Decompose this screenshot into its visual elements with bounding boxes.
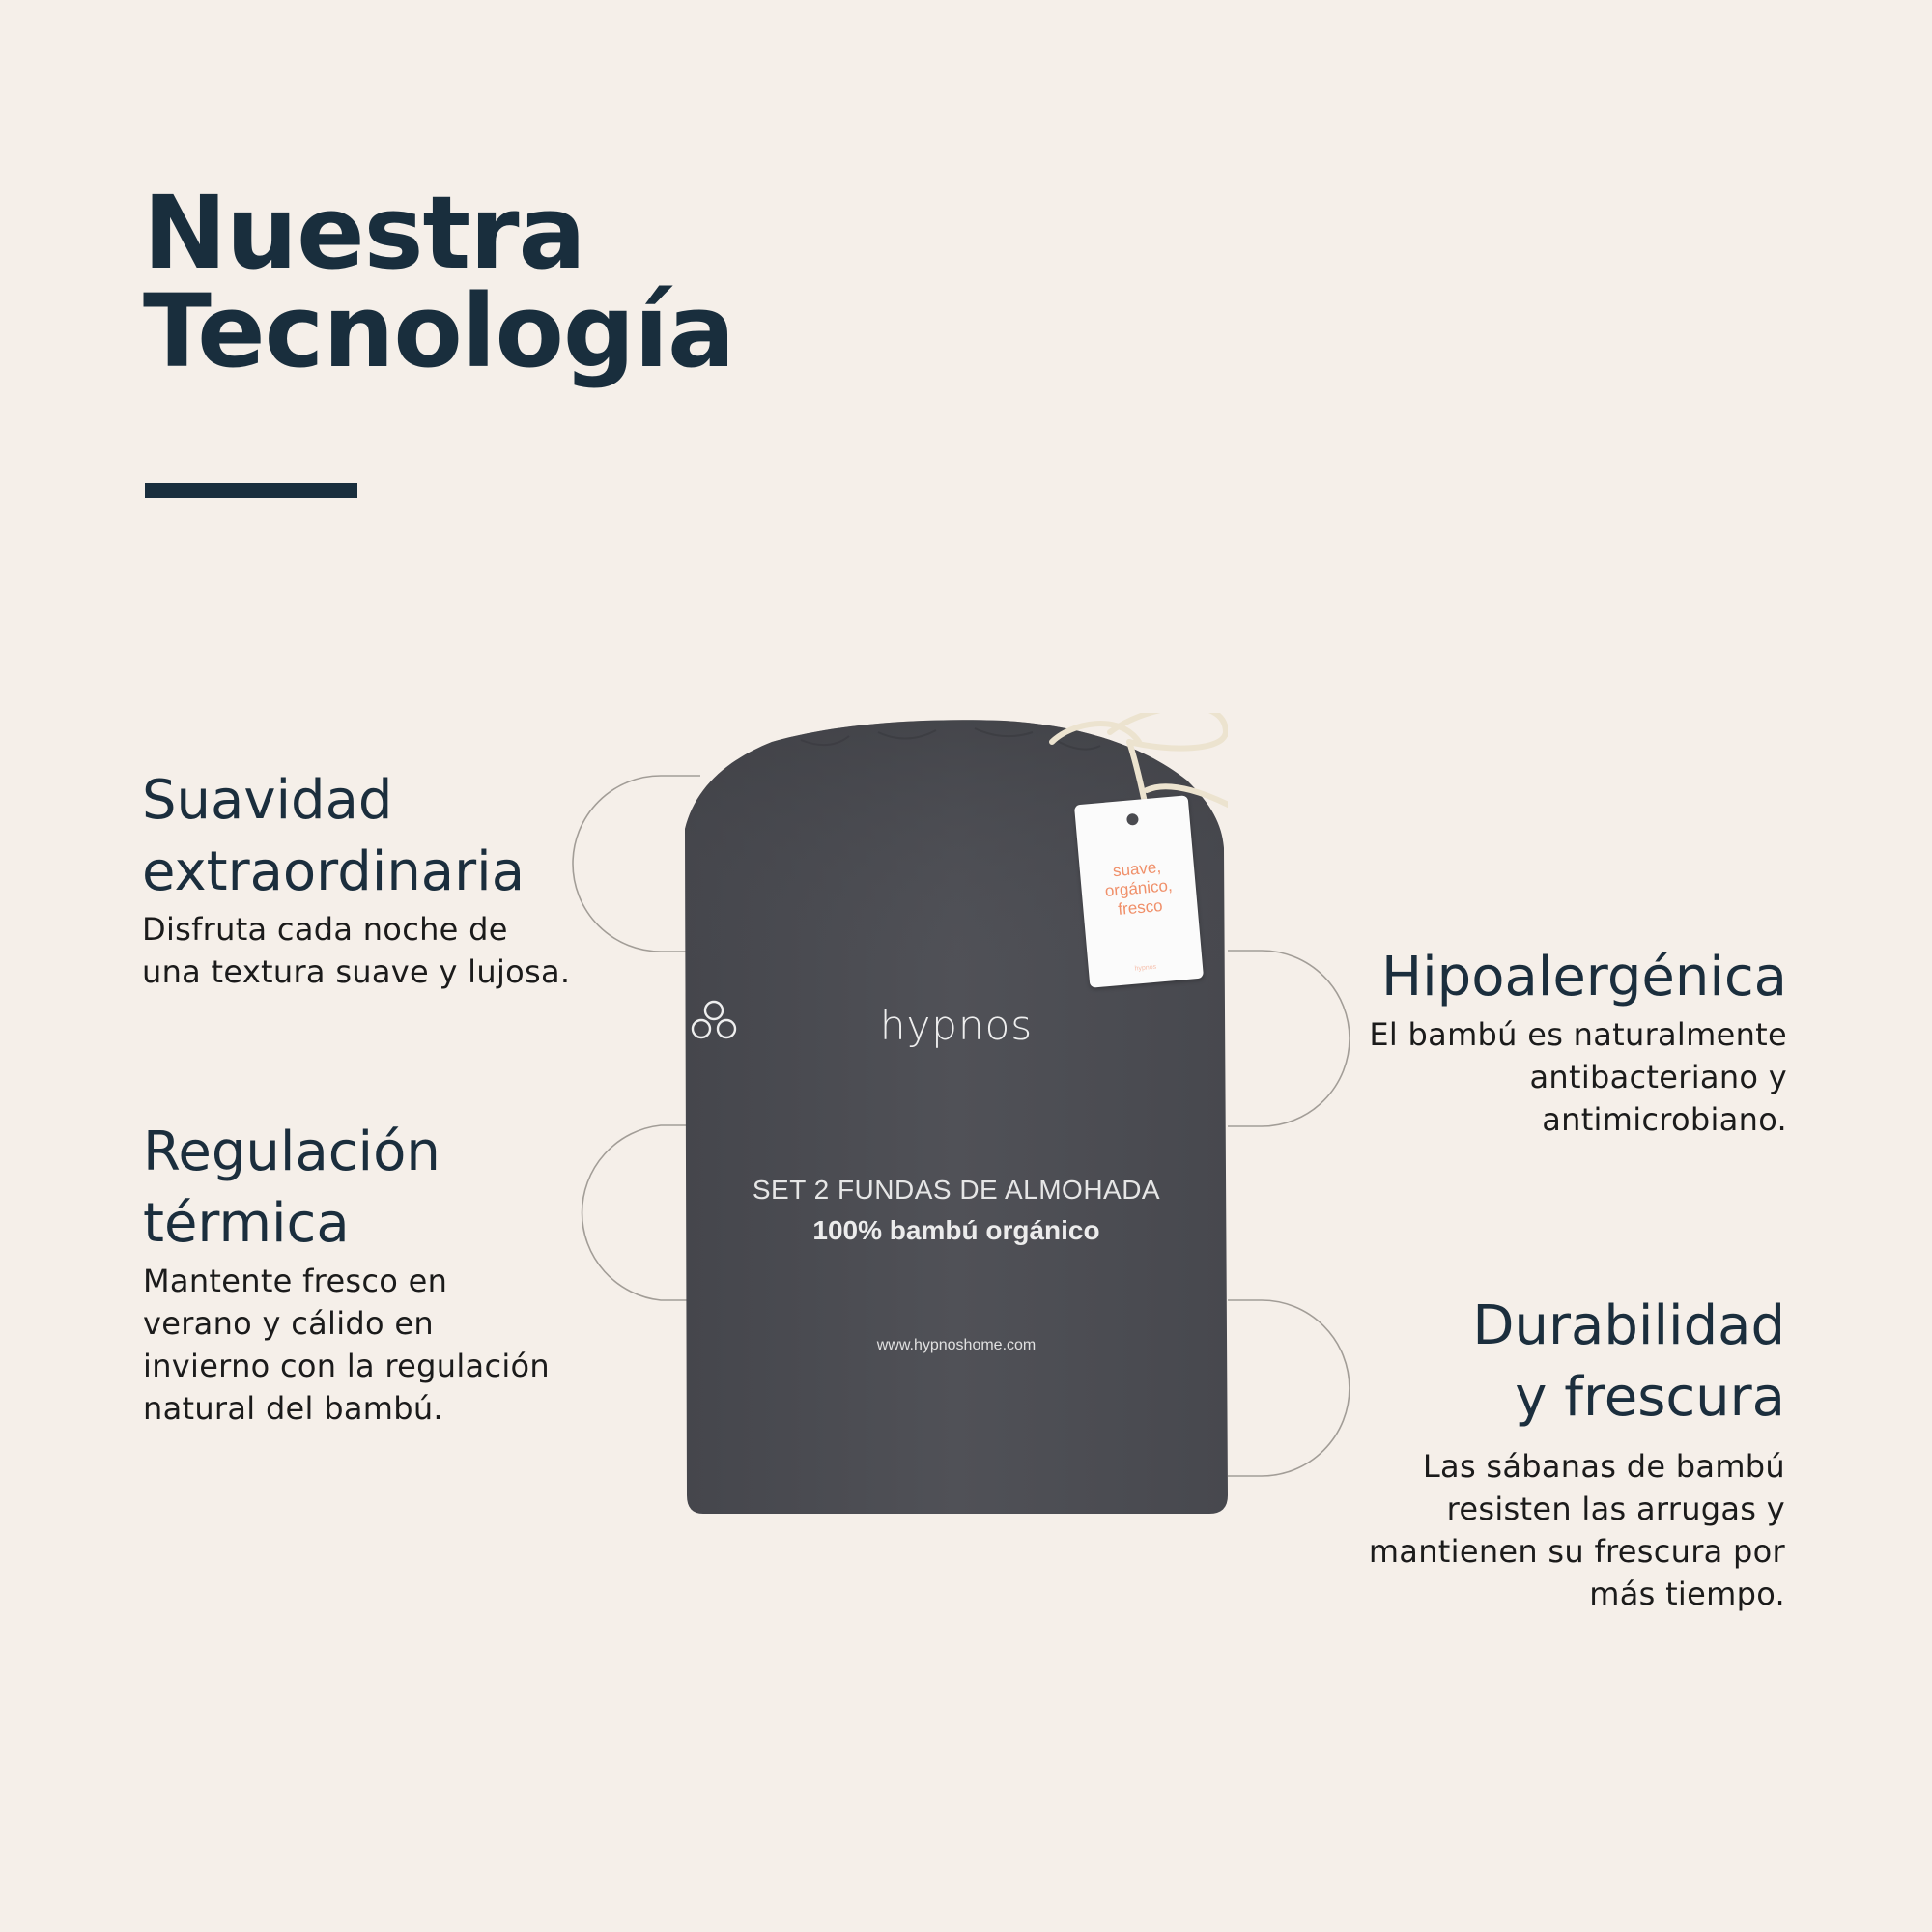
feature-title	[1285, 942, 1787, 1013]
feature-description	[143, 1260, 587, 1430]
tag-slogan	[1079, 855, 1198, 923]
tag-brand: hypnos	[1134, 963, 1157, 973]
feature-title	[142, 765, 586, 908]
feature-desc-line: antimicrobiano.	[1542, 1101, 1787, 1138]
tag-hole	[1126, 813, 1139, 826]
feature-desc-line: más tiempo.	[1589, 1576, 1785, 1612]
feature-title-line: Hipoalergénica	[1381, 946, 1787, 1009]
feature-title-line: extraordinaria	[142, 840, 526, 903]
feature-title-line: Durabilidad	[1472, 1294, 1785, 1357]
feature-desc-line: verano y cálido en	[143, 1305, 434, 1342]
feature-description	[1283, 1445, 1785, 1615]
feature-desc-line: mantienen su frescura por	[1368, 1533, 1785, 1570]
hypnos-knot-logo-icon	[685, 999, 743, 1043]
feature-desc-line: El bambú es naturalmente	[1369, 1016, 1787, 1053]
feature-description	[1285, 1013, 1787, 1141]
bag-product-subtitle: 100% bambú orgánico	[812, 1215, 1100, 1245]
feature-title	[1283, 1291, 1785, 1434]
feature-desc-line: Mantente fresco en	[143, 1263, 448, 1299]
bag-brand-name: hypnos	[879, 1002, 1034, 1049]
feature-durabilidad	[1283, 1291, 1785, 1615]
feature-desc-line: resisten las arrugas y	[1446, 1491, 1785, 1527]
tag-slogan-line: suave,	[1112, 857, 1162, 881]
feature-hipoalergenica	[1285, 942, 1787, 1141]
feature-desc-line: Las sábanas de bambú	[1422, 1448, 1785, 1485]
feature-suavidad	[142, 765, 586, 993]
feature-desc-line: invierno con la regulación	[143, 1348, 550, 1384]
product-hang-tag	[1074, 795, 1204, 988]
bag-logo	[685, 999, 1228, 1049]
tag-slogan-line: orgánico,	[1104, 876, 1174, 901]
title-underline-divider	[145, 483, 357, 498]
page-title	[143, 174, 735, 390]
connector-regulacion	[582, 1125, 688, 1300]
feature-title-line: y frescura	[1515, 1366, 1785, 1429]
connector-suavidad	[573, 776, 700, 952]
bag-website-url: www.hypnoshome.com	[876, 1337, 1037, 1353]
bag-product-title: SET 2 FUNDAS DE ALMOHADA	[752, 1175, 1161, 1205]
feature-desc-line: una textura suave y lujosa.	[142, 953, 571, 990]
tag-slogan-line: fresco	[1117, 895, 1164, 919]
feature-desc-line: natural del bambú.	[143, 1390, 443, 1427]
feature-desc-line: antibacteriano y	[1529, 1059, 1787, 1095]
title-line-2: Tecnología	[143, 272, 735, 390]
feature-title-line: térmica	[143, 1192, 350, 1255]
title-line-1: Nuestra	[143, 174, 585, 292]
feature-title	[143, 1117, 587, 1260]
feature-title-line: Suavidad	[142, 769, 393, 832]
feature-regulacion-termica	[143, 1117, 587, 1430]
feature-desc-line: Disfruta cada noche de	[142, 911, 508, 948]
feature-description	[142, 908, 586, 993]
feature-title-line: Regulación	[143, 1121, 440, 1183]
